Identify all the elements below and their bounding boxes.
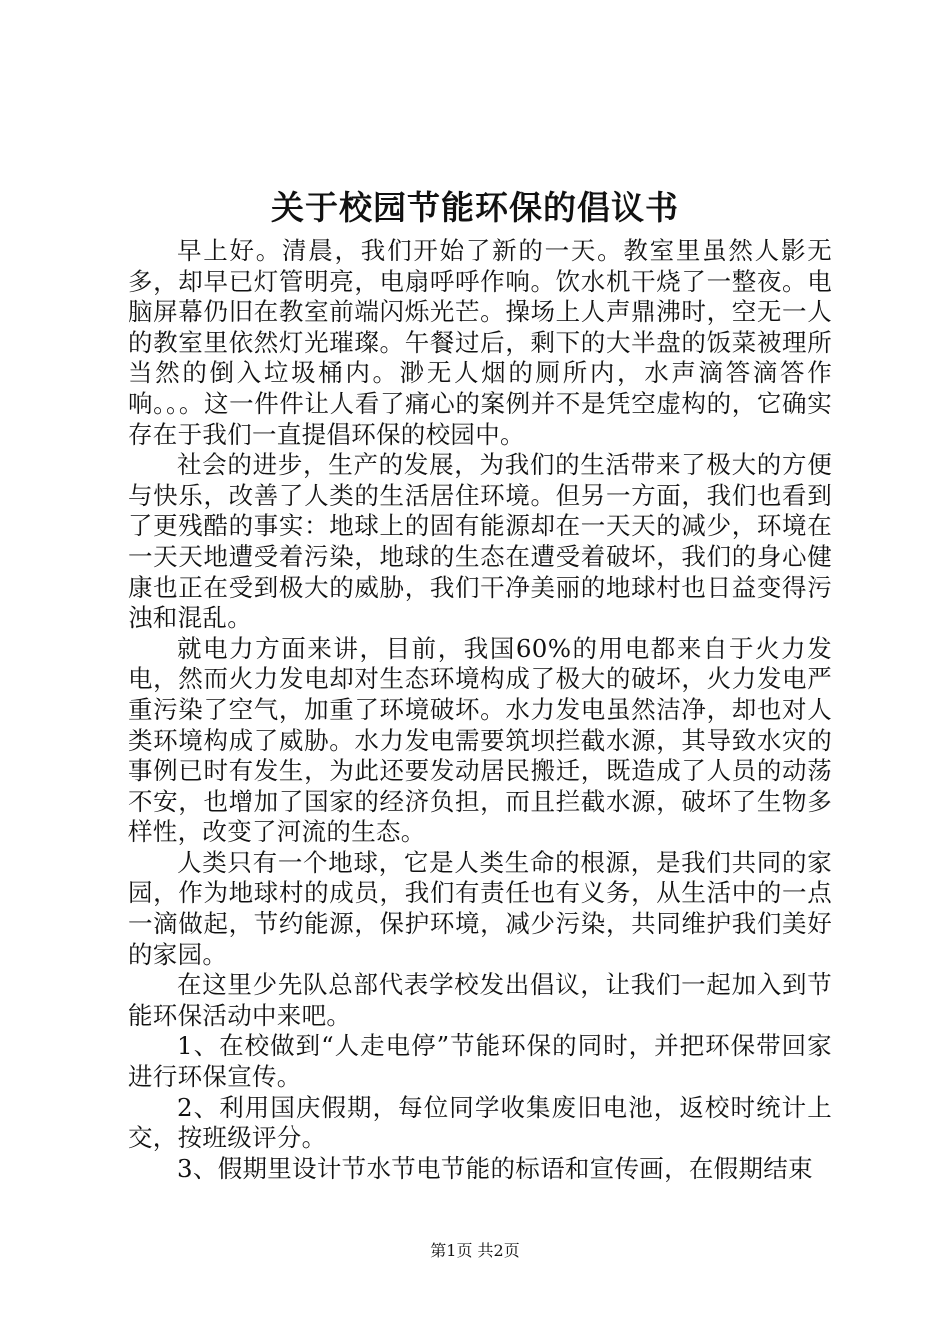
paragraph-1: 早上好。清晨，我们开始了新的一天。教室里虽然人影无多，却早已灯管明亮，电扇呼呼作响。饮水机干烧了一整夜。电脑屏幕仍旧在教室前端闪烁光芒。操场上人声鼎沸时，空无一人的教室里依然灯光璀璨。午餐过后，剩下的大半盘的饭菜被理所当然的倒入垃圾桶内。渺无人烟的厕所内，水声滴答滴答作响。。。这一件件让人看了痛心的案例并不是凭空虚构的，它确实存在于我们一直提倡环保的校园中。 <box>128 236 832 449</box>
paragraph-5: 在这里少先队总部代表学校发出倡议，让我们一起加入到节能环保活动中来吧。 <box>128 970 832 1030</box>
document-title: 关于校园节能环保的倡议书 <box>271 188 679 227</box>
list-item-2: 2、利用国庆假期，每位同学收集废旧电池，返校时统计上交，按班级评分。 <box>128 1092 832 1153</box>
list-item-3: 3、假期里设计节水节电节能的标语和宣传画，在假期结束 <box>177 1153 813 1183</box>
page-footer: 第1页 共2页 <box>430 1241 520 1260</box>
list-item-1: 1、在校做到“人走电停”节能环保的同时，并把环保带回家进行环保宣传。 <box>128 1031 832 1092</box>
document-body <box>128 236 832 1184</box>
paragraph-2: 社会的进步，生产的发展，为我们的生活带来了极大的方便与快乐，改善了人类的生活居住环境。但另一方面，我们也看到了更残酷的事实：地球上的固有能源却在一天天的减少，环境在一天天地遭受着污染，地球的生态在遭受着破坏，我们的身心健康也正在受到极大的威胁，我们干净美丽的地球村也日益变得污浊和混乱。 <box>128 450 832 633</box>
paragraph-4: 人类只有一个地球，它是人类生命的根源，是我们共同的家园，作为地球村的成员，我们有责任也有义务，从生活中的一点一滴做起，节约能源，保护环境，减少污染，共同维护我们美好的家园。 <box>128 847 832 969</box>
paragraph-3: 就电力方面来讲，目前，我国60%的用电都来自于火力发电，然而火力发电却对生态环境构成了极大的破坏，火力发电严重污染了空气，加重了环境破坏。水力发电虽然洁净，却也对人类环境构成了威胁。水力发电需要筑坝拦截水源，其导致水灾的事例已时有发生，为此还要发动居民搬迁，既造成了人员的动荡不安，也增加了国家的经济负担，而且拦截水源，破坏了生物多样性，改变了河流的生态。 <box>128 633 832 847</box>
